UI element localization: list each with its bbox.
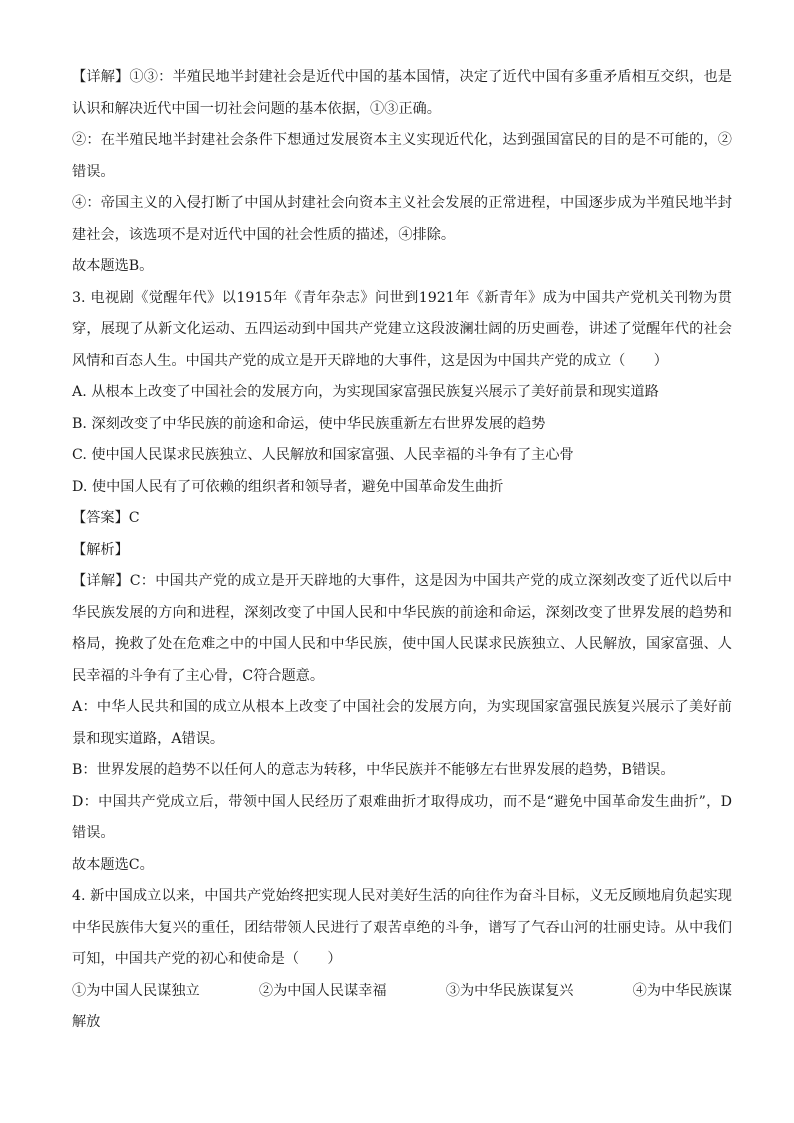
option-4-continuation: 解放 — [72, 1014, 101, 1030]
option-b: B. 深刻改变了中华民族的前途和命运，使中华民族重新左右世界发展的趋势 — [72, 415, 546, 432]
document-page — [72, 62, 732, 1039]
detail-d: D：中国共产党成立后，带领中国人民经历了艰难曲折才取得成功，而不是“避免中国革命发生曲折”，D错误。 — [72, 793, 732, 841]
analysis-paragraph-2: ②：在半殖民地半封建社会条件下想通过发展资本主义实现近代化，达到强国富民的目的是不可能的，②错误。 — [72, 132, 732, 180]
option-4: ④为中华民族谋 — [632, 982, 732, 999]
option-d: D. 使中国人民有了可依赖的组织者和领导者，避免中国革命发生曲折 — [72, 478, 504, 495]
conclusion-line: 故本题选B。 — [72, 258, 154, 274]
option-c: C. 使中国人民谋求民族独立、人民解放和国家富强、人民幸福的斗争有了主心骨 — [72, 447, 574, 463]
analysis-paragraph-3: ④：帝国主义的入侵打断了中国从封建社会向资本主义社会发展的正常进程，中国逐步成为半殖民地半封建社会，该选项不是对近代中国的社会性质的描述，④排除。 — [72, 195, 732, 243]
detail-a: A：中华人民共和国的成立从根本上改变了中国社会的发展方向，为实现国家富强民族复兴展示了美好前景和现实道路，A错误。 — [72, 699, 732, 747]
answer-line: 【答案】C — [72, 510, 140, 526]
question-3-stem: 3. 电视剧《觉醒年代》以1915年《青年杂志》问世到1921年《新青年》成为中国共产党机关刊物为贯穿，展现了从新文化运动、五四运动到中国共产党建立这段波澜壮阔的历史画卷，讲述了觉醒年代的社会风情和百态人生。中国共产党的成立是开天辟地的大事件，这是因为中国共产党的成立（ ） — [72, 289, 732, 369]
question-4-stem: 4. 新中国成立以来，中国共产党始终把实现人民对美好生活的向往作为奋斗目标，义无反顾地肩负起实现中华民族伟大复兴的重任，团结带领人民进行了艰苦卓绝的斗争，谱写了气吞山河的壮丽史诗。从中我们可知，中国共产党的初心和使命是（ ） — [72, 888, 732, 967]
option-1: ①为中国人民谋独立 — [72, 982, 200, 999]
detail-b: B：世界发展的趋势不以任何人的意志为转移，中华民族并不能够左右世界发展的趋势，B错误。 — [72, 762, 675, 778]
option-a: A. 从根本上改变了中国社会的发展方向，为实现国家富强民族复兴展示了美好前景和现实道路 — [72, 384, 659, 400]
analysis-paragraph-1: 【详解】①③：半殖民地半封建社会是近代中国的基本国情，决定了近代中国有多重矛盾相互交织，也是认识和解决近代中国一切社会问题的基本依据，①③正确。 — [72, 69, 732, 117]
option-3: ③为中华民族谋复兴 — [445, 982, 574, 999]
question-4-options — [72, 976, 732, 1008]
analysis-heading: 【解析】 — [72, 541, 129, 558]
conclusion-line-2: 故本题选C。 — [72, 856, 154, 873]
detail-paragraph: 【详解】C：中国共产党的成立是开天辟地的大事件，这是因为中国共产党的成立深刻改变了近代以后中华民族发展的方向和进程，深刻改变了中国人民和中华民族的前途和命运，深刻改变了世界发展的趋势和格局，挽救了处在危难之中的中国人民和中华民族，使中国人民谋求民族独立、人民解放，国家富强、人民幸福的斗争有了主心骨，C符合题意。 — [72, 573, 732, 684]
option-2: ②为中国人民谋幸福 — [258, 982, 387, 999]
